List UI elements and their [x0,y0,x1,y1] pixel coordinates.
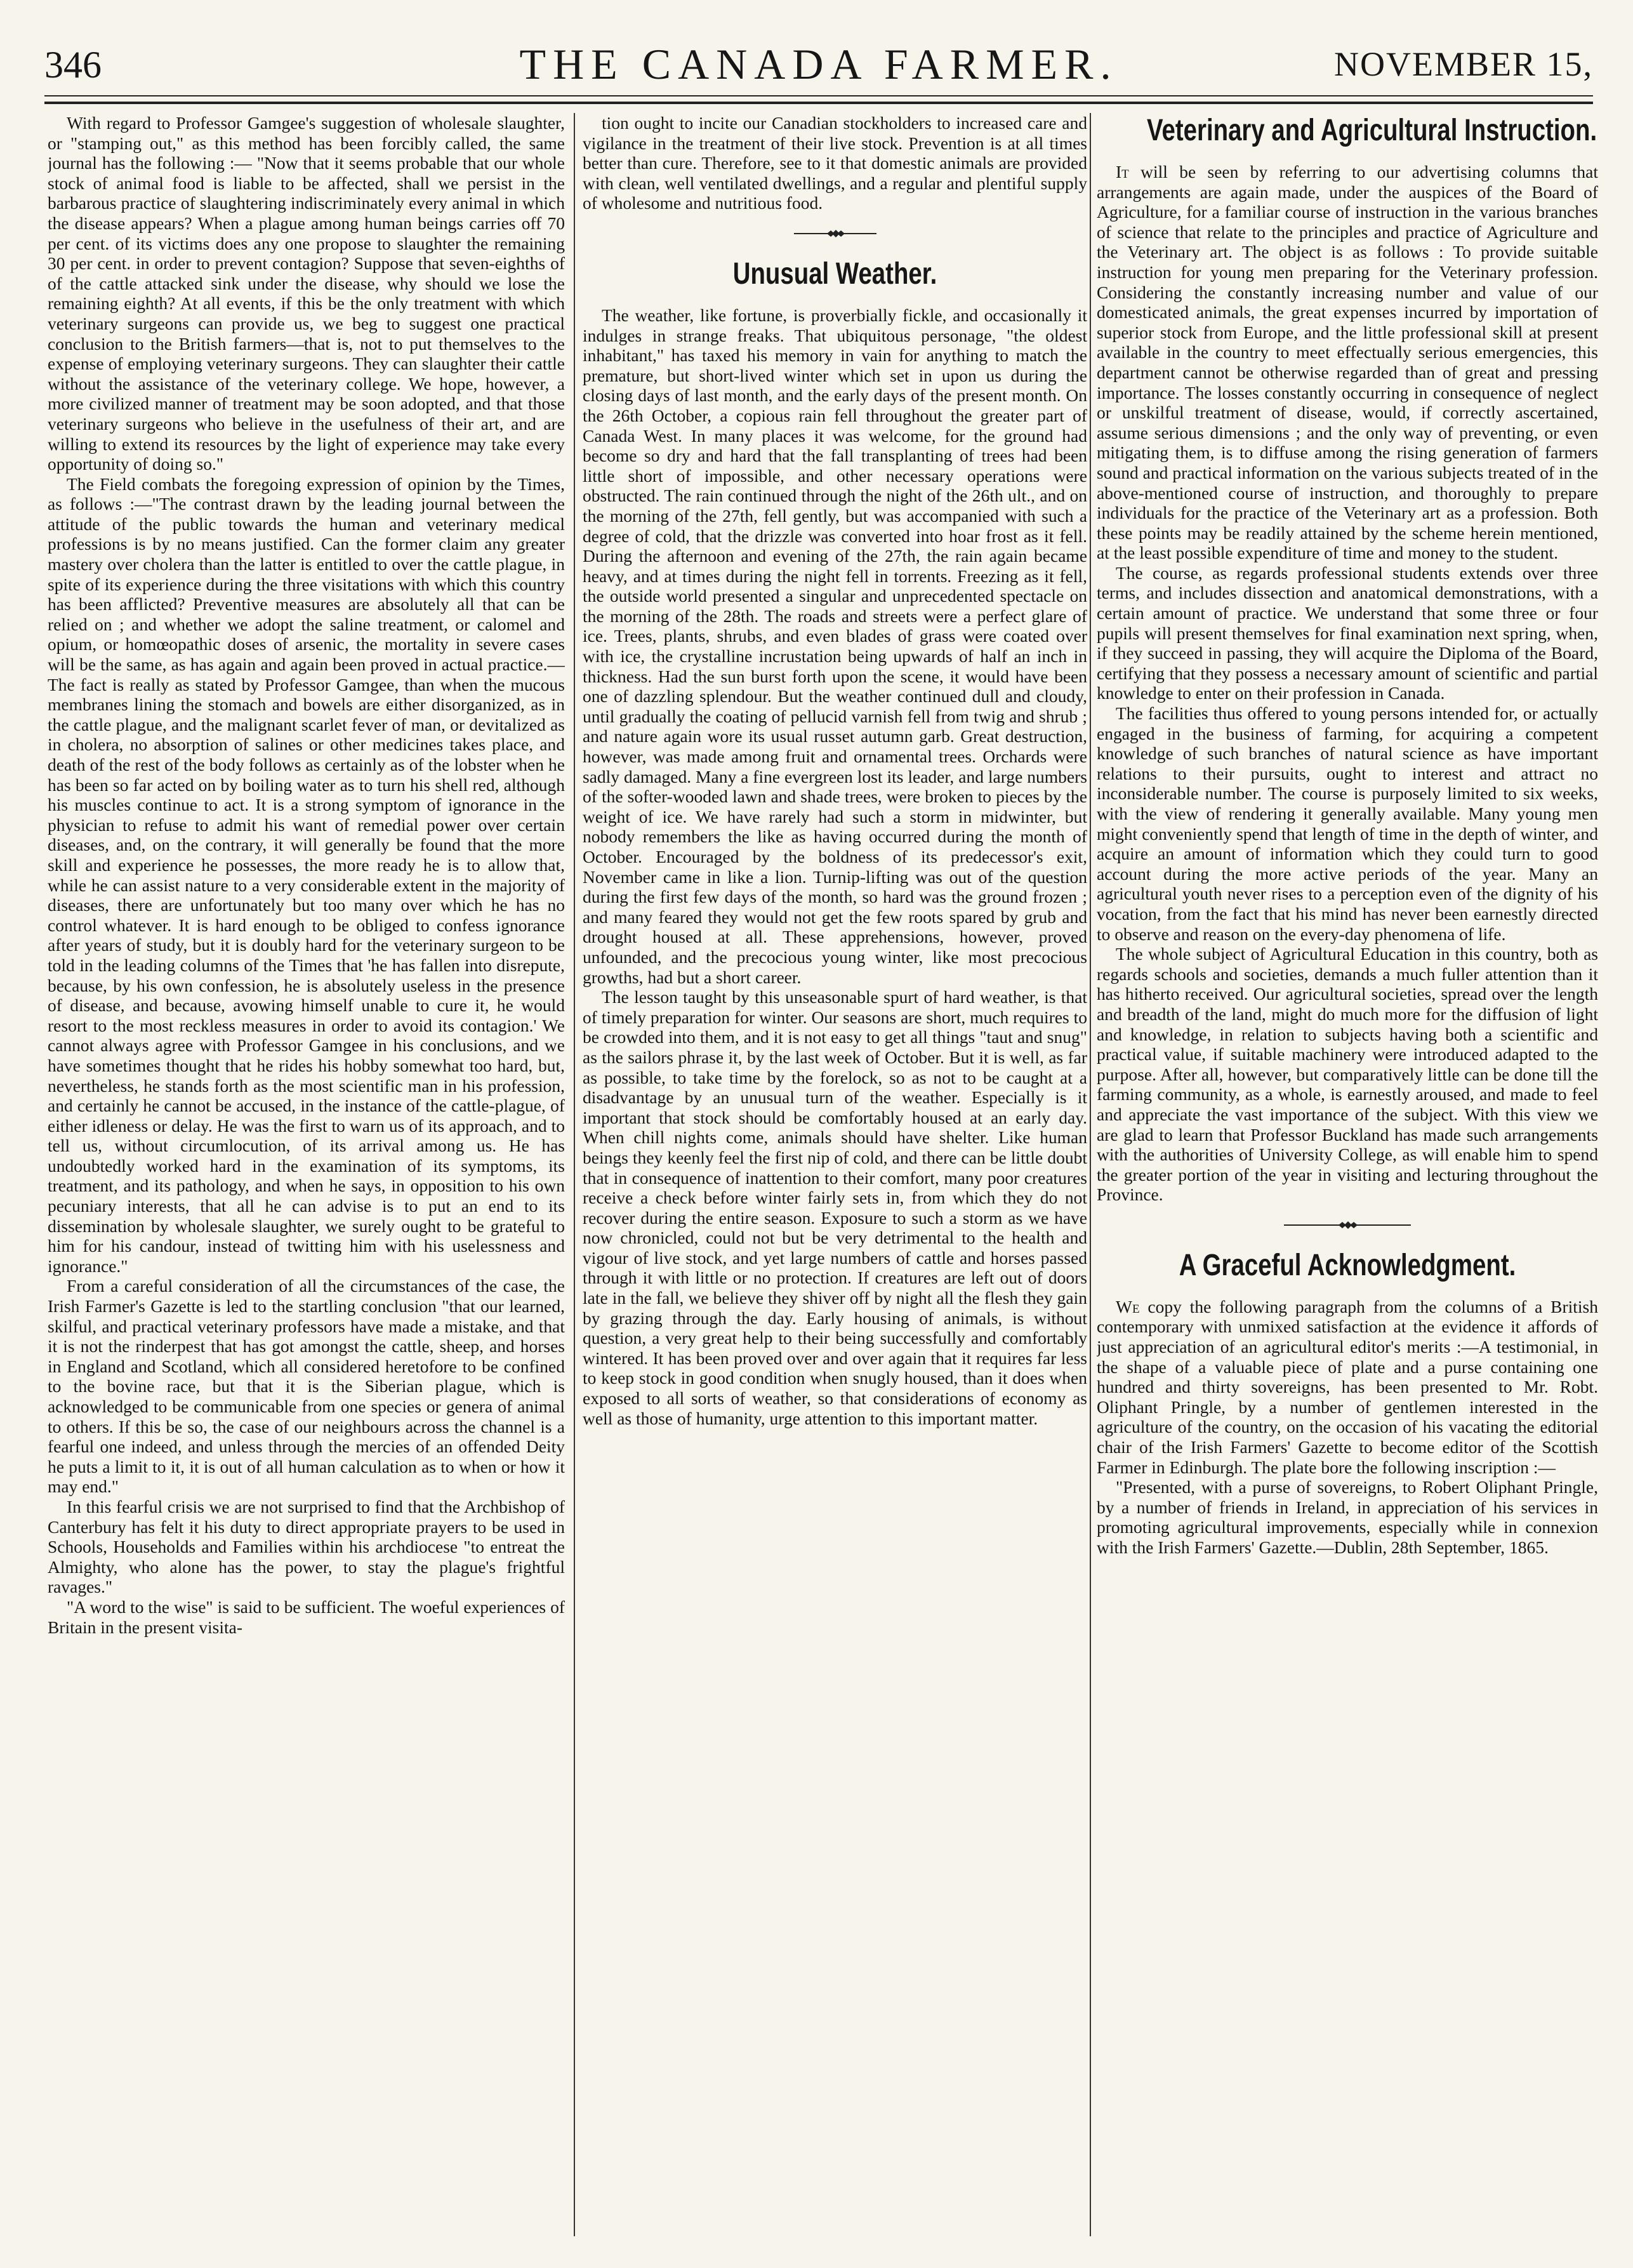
column-2 [583,113,1087,2236]
column-divider [1090,113,1091,2236]
ornament-divider-icon [1284,1221,1411,1230]
lead-word: We [1116,1296,1140,1316]
masthead-rule [44,95,1593,96]
article-continuation: tion ought to incite our Canadian stockholders to increased care and vigilance in the treatment of their live stock. Prevention is at all times better than cure. Therefore, see to it that domestic animals are provided with clean, well ventilated dwellings, and a regular and plentiful supply of wholesome and nutritious food. [583,113,1087,213]
section-divider [1097,1219,1598,1231]
ornament-divider-icon [794,229,876,238]
page-number: 346 [44,44,102,86]
unusual-weather-title: Unusual Weather. [732,256,937,291]
masthead-rule-heavy [44,102,1593,104]
article-paragraph [1097,162,1598,563]
article-paragraph: From a careful consideration of all the circumstances of the case, the Irish Farmer's Gazette is led to the startling conclusion "that our learned, skilful, and practical veterinary professors have made a mistake, and that it is not the rinderpest that has got amongst the cattle, sheep, and horses in England and Scotland, which all considered heretofore to be confined to the bovine race, but that it is the Siberian plague, which is acknowledged to be communicable from one species or genera of animal to others. If this be so, the case of our neighbours across the channel is a fearful one indeed, and unless through the mercies of an offended Deity he puts a limit to it, it is out of all human calculation as to when or how it may end." [48,1276,565,1497]
newspaper-title: THE CANADA FARMER. [519,40,1118,88]
graceful-acknowledgment-title: A Graceful Acknowledgment. [1179,1248,1516,1282]
article-paragraph: "A word to the wise" is said to be sufficient. The woeful experiences of Britain in the present visita- [48,1596,565,1637]
issue-date: NOVEMBER 15, [1333,45,1593,83]
cattle-plague-article [48,113,565,1637]
article-paragraph: The Field combats the foregoing expression of opinion by the Times, as follows :—"The contrast drawn by the leading journal between the attitude of the public towards the human and veterinary medical professions is by no means justified. Can the former claim any greater mastery over cholera than the latter is entitled to over the cattle plague, in spite of its experience during the three visitations with which this country has been afflicted? Preventive measures are absolutely all that can be relied on ; and whether we adopt the saline treatment, or calomel and opium, or homœopathic doses of arsenic, the mortality in severe cases will be the same, as has again and again been proved in actual practice.—The fact is really as stated by Professor Gamgee, than when the mucous membranes lining the stomach and bowels are either disorganized, as in the cattle plague, and the malignant scarlet fever of man, or devitalized as in cholera, no absorption of salines or other medicines takes place, and death of the rest of the body follows as certainly as of the lobster when he has been so far acted on by boiling water as to turn his shell red, although his muscles continue to act. It is a strong symptom of ignorance in the physician to refuse to admit his want of remedial power over certain diseases, and, on the contrary, it will generally be found that the more skill and experience he possesses, the more ready he is to allow that, while he can assist nature to a very considerable extent in the majority of diseases, there are unfortunately but too many over which he has no control whatever. It is hard enough to be obliged to confess ignorance after years of study, but it is doubly hard for the veterinary surgeon to be told in the leading columns of the Times that 'he has fallen into disrepute, because, by his own confession, he is absolutely useless in the presence of disease, and because, avowing himself unable to cure it, he would resort to the most reckless measures in order to avoid its contagion.' We cannot always agree with Professor Gamgee in his conclusions, and we have sometimes thought that he rides his hobby somewhat too hard, but, nevertheless, he stands forth as the most scientific man in his profession, and certainly he cannot be accused, in the instance of the cattle-plague, of either idleness or delay. He was the first to warn us of its approach, and to tell us, without circumlocution, of its arrival among us. He has undoubtedly worked hard in the examination of its symptoms, its treatment, and its pathology, and when he says, in opposition to his own pecuniary interests, that all he can advise is to put an end to its dissemination by wholesale slaughter, we surely ought to be grateful to him for his candour, instead of twitting him with his uselessness and ignorance." [48,474,565,1276]
article-paragraph: "Presented, with a purse of sovereigns, to Robert Oliphant Pringle, by a number of friends in Ireland, in appreciation of his services in promoting agricultural improvements, especially while in connexion with the Irish Farmers' Gazette.—Dublin, 28th September, 1865. [1097,1477,1598,1557]
masthead [44,27,1593,96]
section-divider [583,227,1087,240]
graceful-acknowledgment-article [1097,1297,1598,1558]
article-paragraph: With regard to Professor Gamgee's suggestion of wholesale slaughter, or "stamping out," as this method has been forcibly called, the same journal has the following :— "Now that it seems probable that our whole stock of animal food is liable to be affected, shall we persist in the barbarous practice of slaughtering indiscriminately every animal in which the disease appears? When a plague among human beings carries off 70 per cent. of its victims does any one propose to slaughter the remaining 30 per cent. in order to prevent contagion? Suppose that seven-eighths of of the cattle attacked sink under the disease, why should we lose the remaining eighth? At all events, if this be the only treatment with which veterinary surgeons can provide us, we beg to suggest one practical conclusion to the British farmers—that is, not to put themselves to the expense of employing veterinary surgeons. They can slaughter their cattle without the assistance of the veterinary college. We hope, however, a more civilized manner of treatment may be soon adopted, and that those veterinary surgeons who believe in the usefulness of their art, and are willing to extend its resources by the light of experience may take every opportunity of doing so." [48,113,565,474]
article-paragraph: The course, as regards professional students extends over three terms, and includes dissection and anatomical demonstrations, with a certain amount of practice. We understand that some three or four pupils will present themselves for final examination next spring, when, if they succeed in passing, they will acquire the Diploma of the Board, certifying that they possess a necessary amount of scientific and partial knowledge to enter on their profession in Canada. [1097,562,1598,703]
lead-word: It [1116,162,1129,182]
column-divider [574,113,575,2236]
article-paragraph: The facilities thus offered to young persons intended for, or actually engaged in the business of farming, for acquiring a competent knowledge of such branches of natural science as have important relations to their pursuits, ought to interest and attract no inconsiderable number. The course is purposely limited to six weeks, with the view of rendering it generally available. Many young men might conveniently spend that length of time in the depth of winter, and acquire an amount of information which they could turn to good account during the more active periods of the year. Many an agricultural youth never rises to a perception even of the dignity of his vocation, from the fact that his mind has never been earnestly directed to observe and reason on the every-day phenomena of life. [1097,703,1598,944]
column-1 [48,113,565,2236]
paragraph-text: copy the following paragraph from the columns of a British contemporary with unmixed satisfaction at the evidence it affords of just appreciation of an agricultural editor's merits :—A testimonial, in the shape of a valuable piece of plate and a purse containing one hundred and thirty sovereigns, has been presented to Mr. Robt. Oliphant Pringle, by a number of gentlemen interested in the agriculture of the country, on the occasion of his vacating the editorial chair of the Irish Farmers' Gazette to become editor of the Scottish Farmer in Edinburgh. The plate bore the following inscription :— [1097,1296,1598,1477]
article-paragraph: The lesson taught by this unseasonable spurt of hard weather, is that of timely preparation for winter. Our seasons are short, much requires to be crowded into them, and it is not easy to get all things "taut and snug" as the sailors phrase it, by the last week of October. But it is well, as far as possible, to take time by the forelock, so as not to be caught at a disadvantage by an unusual turn of the weather. Especially is it important that stock should be comfortably housed at an early day. When chill nights come, animals should have shelter. Like human beings they keenly feel the first nip of cold, and there can be little doubt that in consequence of inattention to their comfort, many poor creatures receive a check before winter fairly sets in, from which they do not recover during the entire season. Exposure to such a storm as we have now chronicled, could not but be very detrimental to the health and vigour of live stock, and yet large numbers of cattle and horses passed through it with little or no protection. If creatures are left out of doors late in the fall, we believe they shiver off by night all the flesh they gain by grazing through the day. Early housing of animals, is without question, a very great help to their being successfully and comfortably wintered. It has been proved over and over again that it requires far less to keep stock in good condition when snugly housed, than it does when exposed to all sorts of weather, so that considerations of economy as well as those of humanity, urge attention to this important matter. [583,987,1087,1428]
column-3 [1097,113,1598,2236]
unusual-weather-article [583,305,1087,1428]
paragraph-text: will be seen by referring to our advertising columns that arrangements are again made, under the auspices of the Board of Agriculture, for a familiar course of instruction in the various branches of science that relate to the principles and practice of Agriculture and the Veterinary art. The object is as follows : To provide suitable instruction for young men preparing for the Veterinary profession. Considering the constantly increasing number and value of our domesticated animals, the great expenses incurred by importation of superior stock from Europe, and the little professional skill at present available in the country to meet effectually serious emergencies, this department cannot be otherwise regarded than of great and pressing importance. The losses constantly occurring in consequence of neglect or unskilful treatment of disease, would, if correctly ascertained, assume serious dimensions ; and the only way of preventing, or even mitigating them, is to diffuse among the rising generation of farmers sound and practical information on the various subjects treated of in the above-mentioned course of instruction, and thoroughly to prepare individuals for the practice of the Veterinary art as a profession. Both these points may be readily attained by the scheme herein mentioned, at the least possible expenditure of time and money to the student. [1097,162,1598,563]
article-paragraph: In this fearful crisis we are not surprised to find that the Archbishop of Canterbury has felt it his duty to direct appropriate prayers to be used in Schools, Households and Families within his archdiocese "to entreat the Almighty, who alone has the power, to stay the plague's frightful ravages." [48,1496,565,1597]
article-paragraph: The weather, like fortune, is proverbially fickle, and occasionally it indulges in strange freaks. That ubiquitous personage, "the oldest inhabitant," has taxed his memory in vain for anything to match the premature, but short-lived winter which set in upon us during the closing days of last month, and the early days of the present month. On the 26th October, a copious rain fell throughout the greater part of Canada West. In many places it was welcome, for the ground had become so dry and hard that the fall transplanting of trees had been little short of impossible, and other necessary operations were obstructed. The rain continued through the night of the 26th ult., and on the morning of the 27th, fell gently, but was accompanied with such a degree of cold, that the drizzle was converted into hoar frost as it fell. During the afternoon and evening of the 27th, the rain again became heavy, and at times during the night fell in torrents. Freezing as it fell, the outside world presented a singular and unprecedented spectacle on the morning of the 28th. The roads and streets were a perfect glare of ice. Trees, plants, shrubs, and even blades of grass were coated over with ice, the crystalline incrustation being upwards of half an inch in thickness. Had the sun burst forth upon the scene, it would have been one of dazzling splendour. But the weather continued dull and cloudy, until gradually the coating of pellucid varnish fell from twig and shrub ; and nature again wore its usual russet autumn garb. Great destruction, however, was made among fruit and ornamental trees. Orchards were sadly damaged. Many a fine evergreen lost its leader, and large numbers of the softer-wooded lawn and shade trees, were broken to pieces by the weight of ice. We have rarely had such a storm in midwinter, but nobody remembers the like as having occurred during the month of October. Encouraged by the boldness of its predecessor's exit, November came in like a lion. Turnip-lifting was out of the question during the first few days of the month, so hard was the ground frozen ; and many feared they would not get the few roots spared by grub and drought housed at all. These apprehensions, however, proved unfounded, and the precocious young winter, like most precocious growths, had but a short career. [583,305,1087,987]
veterinary-instruction-title: Veterinary and Agricultural Instruction. [1147,114,1597,147]
veterinary-instruction-article [1097,162,1598,1205]
article-paragraph [1097,1297,1598,1477]
article-paragraph: The whole subject of Agricultural Education in this country, both as regards schools and societies, demands a much fuller attention than it has hitherto received. Our agricultural societies, spread over the length and breadth of the land, might do much more for the diffusion of light and knowledge, in relation to subjects having both a scientific and practical value, if suitable machinery were introduced adapted to the purpose. After all, however, but comparatively little can be done till the farming community, as a whole, is earnestly aroused, and made to feel and appreciate the vast importance of the subject. With this view we are glad to learn that Professor Buckland has made such arrangements with the authorities of University College, as will enable him to spend the greater portion of the year in visiting and lecturing throughout the Province. [1097,944,1598,1205]
